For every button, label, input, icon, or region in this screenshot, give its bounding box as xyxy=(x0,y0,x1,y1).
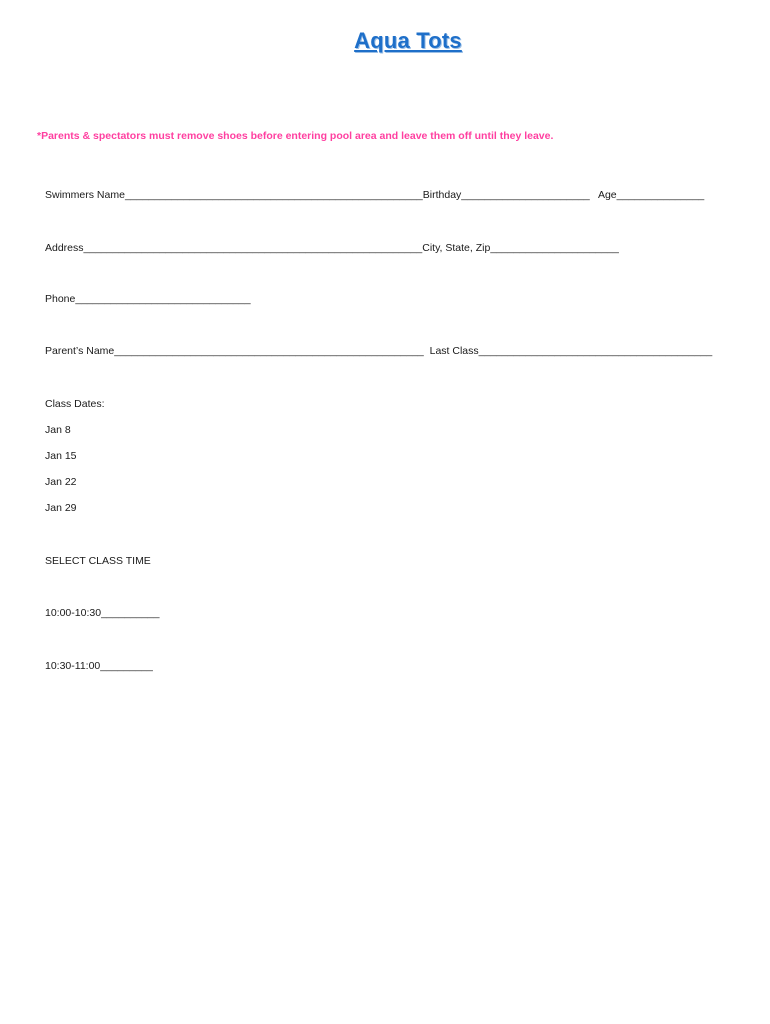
phone-row xyxy=(45,293,251,305)
class-time-option xyxy=(45,660,153,672)
shoe-policy-notice: *Parents & spectators must remove shoes before entering pool area and leave them off until they leave. xyxy=(37,130,554,142)
phone-field[interactable]: ______________________________ xyxy=(75,293,251,305)
swimmer-name-field[interactable]: ___________________________________________________ xyxy=(124,189,423,201)
class-date-item: Jan 8 xyxy=(45,424,71,436)
swimmer-name-label: Swimmers Name xyxy=(45,189,125,201)
last-class-field[interactable]: ________________________________________ xyxy=(478,345,713,357)
class-time-field[interactable]: __________ xyxy=(101,607,160,619)
class-time-label: 10:00-10:30 xyxy=(45,607,102,619)
address-label: Address xyxy=(45,242,84,254)
class-time-option xyxy=(45,607,159,619)
last-class-label: Last Class xyxy=(429,345,479,357)
age-label: Age xyxy=(597,189,617,201)
class-date-item: Jan 29 xyxy=(45,502,77,514)
parent-name-label: Parent’s Name xyxy=(45,345,115,357)
address-field[interactable]: __________________________________________________________ xyxy=(83,242,423,254)
class-time-field[interactable]: _________ xyxy=(100,660,153,672)
parent-name-field[interactable]: _____________________________________________________ xyxy=(114,345,424,357)
class-date-item: Jan 22 xyxy=(45,476,77,488)
address-row xyxy=(45,242,619,254)
class-dates-heading: Class Dates: xyxy=(45,398,105,410)
swimmer-info-row xyxy=(45,189,704,201)
birthday-field[interactable]: ______________________ xyxy=(461,189,590,201)
class-date-item: Jan 15 xyxy=(45,450,77,462)
city-state-zip-field[interactable]: ______________________ xyxy=(490,242,619,254)
age-field[interactable]: _______________ xyxy=(616,189,705,201)
page-title: Aqua Tots xyxy=(354,28,462,53)
city-state-zip-label: City, State, Zip xyxy=(422,242,491,254)
birthday-label: Birthday xyxy=(422,189,462,201)
class-time-heading: SELECT CLASS TIME xyxy=(45,555,151,567)
phone-label: Phone xyxy=(45,293,76,305)
parent-row xyxy=(45,345,712,357)
class-time-label: 10:30-11:00 xyxy=(45,660,101,672)
